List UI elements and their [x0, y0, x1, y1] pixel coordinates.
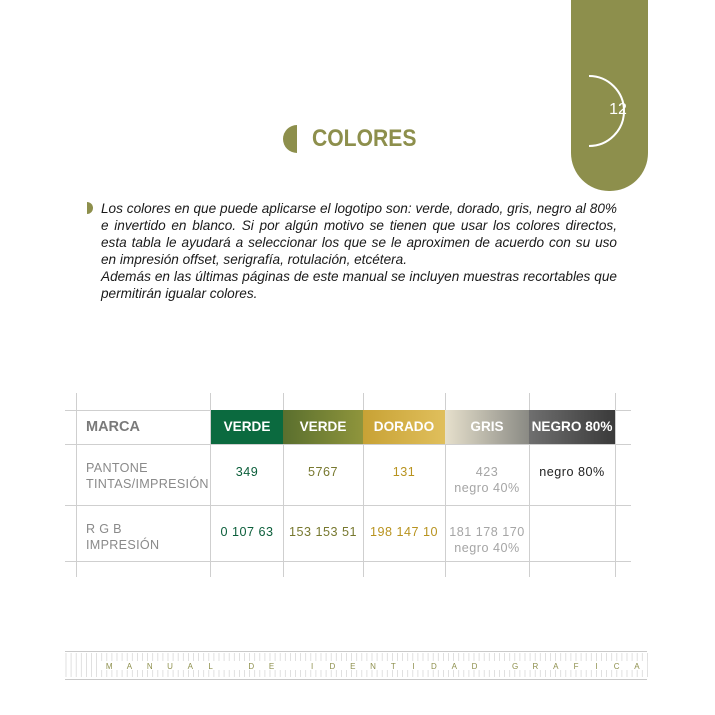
footer-letter: R [532, 662, 539, 671]
cell-pantone-gris [445, 464, 529, 496]
cell-rgb-verde-1: 0 107 63 [220, 525, 274, 539]
footer-letter: A [553, 662, 559, 671]
cell-rgb-dorado: 198 147 10 [369, 525, 439, 539]
cell-value: 181 178 170 [449, 525, 525, 539]
footer-letter: A [126, 662, 133, 671]
intro-paragraph-2: Además en las últimas páginas de este manual se incluyen muestras recortables que permitirán igualar colores. [101, 269, 617, 302]
page-title: COLORES [312, 125, 417, 152]
header-verde-1: VERDE [211, 410, 283, 444]
footer-letter: F [573, 662, 579, 671]
footer-letter: A [634, 662, 640, 671]
grid-line [65, 561, 631, 562]
footer-letter: E [268, 662, 275, 671]
page-tab-arc-icon [571, 0, 648, 191]
row-label-line: R G B [86, 522, 122, 536]
header-dorado: DORADO [363, 410, 445, 444]
page-number: 12 [609, 101, 627, 118]
footer-letter: N [370, 662, 376, 671]
intro-paragraph-1: Los colores en que puede aplicarse el logotipo son: verde, dorado, gris, negro al 80% e invertido en blanco. Si por algún motivo se tienen que usar los colores directos, esta tabla le ayudará a seleccionar los que se le aproximen de acuerdo con su uso en impresión offset, serigrafía, rotulación, etcétera. [101, 201, 617, 268]
footer-letter: L [208, 662, 213, 671]
cell-rgb-gris [445, 524, 529, 556]
cell-pantone-verde-2: 5767 [307, 465, 339, 479]
footer-strip [65, 651, 650, 681]
footer-letter: M [105, 662, 113, 671]
half-circle-icon [280, 124, 298, 154]
cell-value: 423 [475, 465, 499, 479]
row-label-pantone [86, 460, 209, 492]
header-marca: MARCA [86, 419, 140, 435]
bullet-icon [86, 202, 94, 214]
footer-letter: E [350, 662, 356, 671]
footer-letter: I [311, 662, 314, 671]
intro-text [101, 200, 617, 303]
cell-note: negro 40% [454, 481, 520, 495]
row-label-line: PANTONE [86, 461, 148, 475]
cell-note: negro 40% [454, 541, 520, 555]
grid-line [65, 505, 631, 506]
footer-letter: A [451, 662, 457, 671]
footer-letter: I [412, 662, 415, 671]
header-gris: GRIS [445, 410, 529, 444]
footer-letter: D [431, 662, 437, 671]
cell-rgb-verde-2: 153 153 51 [288, 525, 358, 539]
footer-letter: T [390, 662, 396, 671]
footer-letter: D [471, 662, 478, 671]
footer-letter: A [187, 662, 194, 671]
footer-letter: I [595, 662, 598, 671]
page-tab [571, 0, 648, 191]
header-verde-2: VERDE [283, 410, 363, 444]
row-label-rgb [86, 521, 159, 553]
header-negro: NEGRO 80% [529, 410, 615, 444]
footer-letter: G [512, 662, 519, 671]
footer-letter: U [167, 662, 173, 671]
cell-pantone-verde-1: 349 [235, 465, 259, 479]
cell-pantone-negro: negro 80% [539, 465, 605, 479]
row-label-line: IMPRESIÓN [86, 538, 160, 552]
cell-pantone-dorado: 131 [392, 465, 416, 479]
footer-letter: D [329, 662, 336, 671]
footer-letter: C [613, 662, 620, 671]
grid-line [65, 444, 631, 445]
grid-line [615, 393, 616, 577]
row-label-line: TINTAS/IMPRESIÓN [86, 477, 209, 491]
footer-letter: N [146, 662, 153, 671]
footer-letter: D [248, 662, 255, 671]
